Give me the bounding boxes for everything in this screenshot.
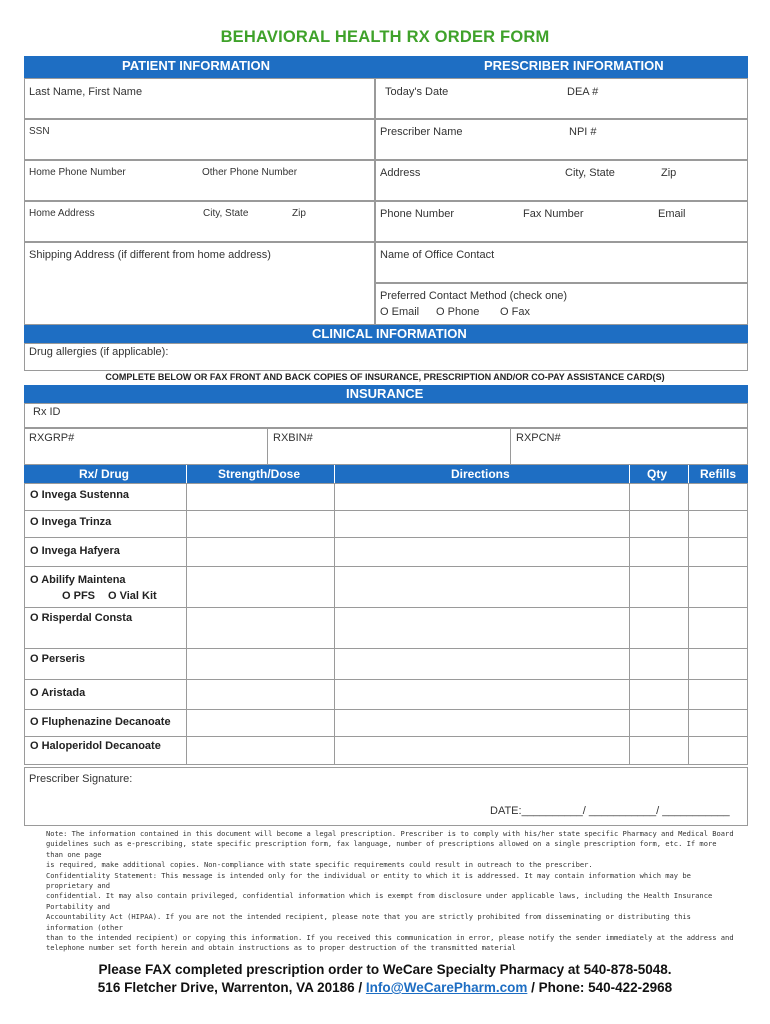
note-line: Confidentiality Statement: This message is intended only for the individual or entity to which it is addressed. It may contain information which may be proprietary and: [46, 870, 691, 891]
patient-name-label: Last Name, First Name: [29, 86, 143, 98]
shipping-address-field[interactable]: [24, 242, 375, 325]
patient-zip-label: Zip: [292, 208, 306, 219]
home-address-label: Home Address: [29, 208, 95, 219]
patient-phone-row: [24, 160, 375, 201]
clinical-info-header: CLINICAL INFORMATION: [312, 326, 467, 341]
signature-label: Prescriber Signature:: [29, 773, 133, 785]
footer-fax-line: Please FAX completed prescription order to WeCare Specialty Pharmacy at 540-878-5048.: [98, 962, 672, 977]
note-line: guidelines such as e-prescribing, state specific prescription form, fax language, number of prescriptions allowed on a single prescription form, etc. If more than one page: [46, 839, 717, 859]
shipping-address-label: Shipping Address (if different from home address): [29, 249, 271, 261]
footer-address: 516 Fletcher Drive, Warrenton, VA 20186 /: [97, 980, 366, 995]
note-line: Accountability Act (HIPAA). If you are not the intended recipient, please note that you are strictly prohibited from disseminating or distributing this information (other: [46, 912, 691, 932]
rx-col-divider-4: [688, 483, 689, 765]
office-contact-label: Name of Office Contact: [380, 249, 495, 261]
prescriber-address-label: Address: [380, 167, 421, 179]
insurance-notice: COMPLETE BELOW OR FAX FRONT AND BACK COPIES OF INSURANCE, PRESCRIPTION AND/OR CO-PAY ASSISTANCE CARD(S): [105, 372, 665, 382]
rx-row-divider: [24, 709, 748, 710]
qty-header: Qty: [647, 467, 668, 481]
patient-name-field[interactable]: [24, 78, 375, 119]
drug-option-fluphenazine-decanoate[interactable]: O Fluphenazine Decanoate: [30, 716, 171, 728]
drug-allergies-label: Drug allergies (if applicable):: [29, 346, 169, 358]
rx-header-divider-4: [688, 465, 689, 483]
prescriber-name-label: Prescriber Name: [380, 126, 463, 138]
contact-method-field: [375, 283, 748, 325]
contact-email-option[interactable]: O Email: [380, 306, 420, 318]
rxbin-label: RXBIN#: [273, 432, 313, 444]
rx-row-divider: [24, 679, 748, 680]
rxpcn-label: RXPCN#: [516, 432, 561, 444]
footer-email-link[interactable]: Info@WeCarePharm.com: [365, 980, 528, 995]
directions-header: Directions: [451, 467, 510, 481]
phone-number-label: Phone Number: [380, 208, 454, 220]
contact-fax-option[interactable]: O Fax: [500, 306, 530, 318]
note-line: than to the intended recipient) or copying this information. If you received this communication in error, please notify the sender immediately at the address and: [46, 933, 734, 943]
note-line: confidential. It may also contain privileged, confidential information which is exempt from disclosure under applicable laws, including the Health Insurance Portability and: [46, 891, 713, 911]
rx-col-divider-2: [334, 483, 335, 765]
insurance-bar: [24, 385, 748, 403]
patient-info-header: PATIENT INFORMATION: [122, 58, 271, 73]
rx-header-divider-1: [186, 465, 187, 483]
prescriber-zip-label: Zip: [661, 167, 677, 179]
patient-ssn-field[interactable]: [24, 119, 375, 160]
prescriber-name-row: [375, 119, 748, 160]
abilify-vial-kit-option[interactable]: O Vial Kit: [108, 590, 157, 602]
rx-row-divider: [24, 736, 748, 737]
note-line: telephone number set forth herein and obtain instructions as to proper destruction of the transmitted material: [46, 943, 516, 953]
fax-number-label: Fax Number: [523, 208, 584, 220]
drug-allergies-field[interactable]: [24, 343, 748, 371]
office-contact-field[interactable]: [375, 242, 748, 283]
drug-option-invega-trinza[interactable]: O Invega Trinza: [30, 516, 112, 528]
home-phone-label: Home Phone Number: [29, 167, 126, 178]
rx-codes-divider-2: [510, 428, 511, 465]
rx-row-divider: [24, 566, 748, 567]
rx-row-divider: [24, 607, 748, 608]
rx-header-divider-2: [334, 465, 335, 483]
footer-contact-line: [0, 980, 770, 995]
contact-method-label: Preferred Contact Method (check one): [380, 290, 568, 302]
abilify-pfs-option[interactable]: O PFS: [62, 590, 96, 602]
signature-field[interactable]: [24, 767, 748, 826]
rx-id-field[interactable]: [24, 403, 748, 428]
dea-label: DEA #: [567, 86, 599, 98]
section-header-bar: [24, 56, 748, 78]
strength-dose-header: Strength/Dose: [218, 467, 301, 481]
drug-option-risperdal-consta[interactable]: O Risperdal Consta: [30, 612, 133, 624]
npi-label: NPI #: [569, 126, 597, 138]
clinical-info-bar: [24, 325, 748, 343]
prescriber-contact-row: [375, 201, 748, 242]
note-line: Note: The information contained in this document will become a legal prescription. Prescriber is to comply with his/her state specific Pharmacy and Medical Board: [46, 829, 734, 838]
legal-note: [46, 829, 736, 954]
patient-ssn-label: SSN: [29, 126, 50, 137]
rx-drug-header: Rx/ Drug: [79, 467, 130, 481]
refills-header: Refills: [700, 467, 737, 481]
drug-option-aristada[interactable]: O Aristada: [30, 687, 86, 699]
prescriber-city-state-label: City, State: [565, 167, 615, 179]
note-line: is required, make additional copies. Non-compliance with state specific requirements could result in outreach to the prescriber.: [46, 860, 593, 870]
signature-date-line: DATE:__________/ ___________/ ___________: [490, 805, 730, 817]
drug-option-haloperidol-decanoate[interactable]: O Haloperidol Decanoate: [30, 740, 161, 752]
rx-col-divider-1: [186, 483, 187, 765]
rx-row-divider: [24, 648, 748, 649]
rx-row-divider: [24, 537, 748, 538]
rx-codes-row: [24, 428, 748, 465]
date-dea-row: [375, 78, 748, 119]
other-phone-label: Other Phone Number: [202, 167, 298, 178]
drug-option-abilify-maintena[interactable]: O Abilify Maintena: [30, 574, 126, 586]
rx-header-divider-3: [629, 465, 630, 483]
drug-option-perseris[interactable]: O Perseris: [30, 653, 86, 665]
insurance-header: INSURANCE: [346, 386, 424, 401]
form-title: BEHAVIORAL HEALTH RX ORDER FORM: [220, 28, 550, 46]
todays-date-label: Today's Date: [385, 86, 449, 98]
rx-col-divider-3: [629, 483, 630, 765]
rx-id-label: Rx ID: [33, 406, 61, 418]
contact-phone-option[interactable]: O Phone: [436, 306, 480, 318]
patient-city-state-label: City, State: [203, 208, 249, 219]
drug-option-invega-sustenna[interactable]: O Invega Sustenna: [30, 489, 130, 501]
prescriber-address-row: [375, 160, 748, 201]
email-label: Email: [658, 208, 686, 220]
patient-address-row: [24, 201, 375, 242]
drug-option-invega-hafyera[interactable]: O Invega Hafyera: [30, 545, 120, 557]
rx-table-header: [24, 465, 748, 483]
rx-row-divider: [24, 510, 748, 511]
rx-codes-divider-1: [267, 428, 268, 465]
footer-phone: / Phone: 540-422-2968: [527, 980, 673, 995]
rxgrp-label: RXGRP#: [29, 432, 75, 444]
prescriber-info-header: PRESCRIBER INFORMATION: [484, 58, 664, 73]
